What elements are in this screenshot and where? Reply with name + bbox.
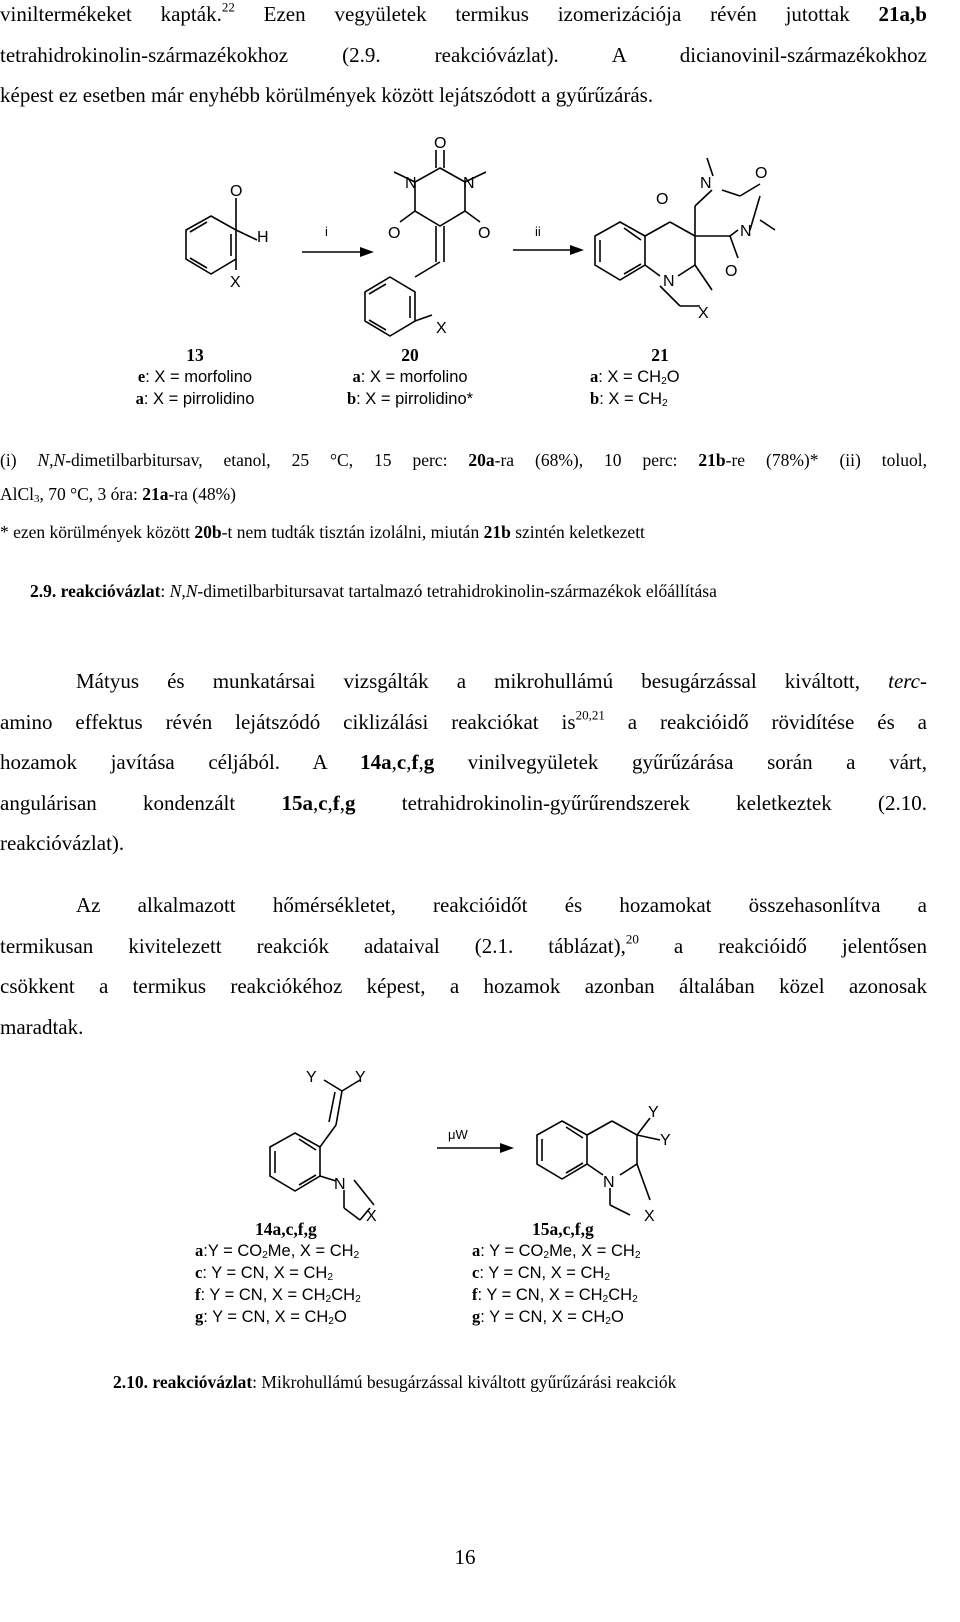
page-number: 16 [454,1545,476,1569]
atom-label: X [644,1208,655,1225]
body-paragraph-2 [0,885,927,1047]
svg-text:N: N [405,175,417,192]
conditions-line: AlCl$_3$, 70 °C, 3 óra: 21a-ra (48%) [0,484,237,506]
svg-text:N: N [463,175,475,192]
text-line: amino effektus révén lejátszódó ciklizálási reakciókat is$^{20,21}$ a reakcióidő rövidítése és a [0,706,927,734]
text-line: reakcióvázlat). [0,831,125,855]
svg-text:N: N [700,175,712,192]
svg-text:H: H [257,229,269,246]
text-line: Mátyus és munkatársai vizsgálták a mikrohullámú besugárzással kiváltott, terc- [76,669,927,693]
svg-text:ii: ii [535,224,541,239]
scheme-2-10-caption: 2.10. reakcióvázlat: Mikrohullámú besugárzással kiváltott gyűrűzárási reakciók [113,1372,677,1392]
compound-15-label: 15a,c,f,g a: $Y = CO_2Me$, $X = CH_2$ c: Y = CN, $X = CH_2$ f: Y = CN, $X = CH_2CH_2$ g: Y = CN, $X = CH_2O$ [472,1219,641,1328]
svg-text:X: X [436,320,447,337]
svg-text:O: O [434,135,447,152]
text-line: viniltermékeket kapták.$^{22}$ Ezen vegyületek termikus izomerizációja révén jutottak 21a,b [0,0,927,26]
svg-text:i: i [325,224,328,239]
text-line: hozamok javítása céljából. A 14a,c,f,g vinilvegyületek gyűrűzárása során a várt, [0,750,927,774]
svg-text:O: O [388,225,401,242]
body-paragraph-1 [0,661,927,864]
atom-label: Y [648,1104,659,1121]
svg-text:N: N [740,223,752,240]
arrow-head-i [360,247,374,257]
arrow-head-mw [500,1143,514,1153]
compound-14-label: 14a,c,f,g a:Y = $CO_2Me$, $X = CH_2$ c: Y = CN, $X = CH_2$ f: Y = CN, $X = CH_2CH_2$ g: Y = CN, $X = CH_2O$ [195,1219,361,1328]
atom-label: Y [355,1069,366,1086]
text-line: csökkent a termikus reakciókéhoz képest, a hozamok azonban általában közel azonosak [0,974,927,998]
text-line: tetrahidrokinolin-származékokhoz (2.9. reakcióvázlat). A dicianovinil-származékokhoz [0,42,927,67]
svg-text:O: O [755,165,768,182]
scheme-2-9-structures [0,0,960,340]
svg-text:N: N [663,273,675,290]
svg-text:O: O [725,263,738,280]
arrow-head-ii [570,245,584,255]
reaction-conditions [0,443,927,549]
text-line: Az alkalmazott hőmérsékletet, reakcióidőt és hozamokat összehasonlítva a [76,893,927,917]
atom-label: Y [660,1132,671,1149]
atom-label: N [603,1174,615,1191]
text-line: maradtak. [0,1014,84,1039]
svg-text:X: X [230,274,241,291]
footnote-line: * ezen körülmények között 20b-t nem tudták tisztán izolálni, miután 21b szintén keletkezett [0,522,645,542]
svg-text:O: O [478,225,491,242]
conditions-line: (i) N,N-dimetilbarbitursav, etanol, 25 °C, 15 perc: 20a-ra (68%), 10 perc: 21b-re (78%)* (ii) toluol, [0,450,927,470]
svg-text:X: X [698,305,709,322]
atom-label: X [366,1208,377,1225]
text-line: termikusan kivitelezett reakciók adataival (2.1. táblázat),$^{20}$ a reakcióidő jelentősen [0,930,927,958]
svg-text:μW: μW [448,1127,468,1142]
compound-13-label: 13 e: X = morfolino a: X = pirrolidino [135,345,255,408]
text-line: képest ez esetben már enyhébb körülmények között lejátszódott a gyűrűzárás. [0,83,654,107]
compound-20-label: 20 a: X = morfolino b: X = pirrolidino* [346,345,474,408]
scheme-2-9-caption: 2.9. reakcióvázlat: N,N-dimetilbarbitursavat tartalmazó tetrahidrokinolin-származékok előállítása [30,581,717,601]
aldehyde-bond [236,230,257,240]
compound-21-label: 21 a: $X = CH_2O$ b: $X = CH_2$ [590,345,680,410]
text-line: angulárisan kondenzált 15a,c,f,g tetrahidrokinolin-gyűrűrendszerek keletkeztek (2.10. [0,790,927,815]
atom-label: Y [306,1069,317,1086]
svg-text:O: O [656,191,669,208]
svg-text:O: O [230,183,243,200]
atom-label: N [334,1176,346,1193]
scheme-2-10-structures [0,1060,960,1240]
